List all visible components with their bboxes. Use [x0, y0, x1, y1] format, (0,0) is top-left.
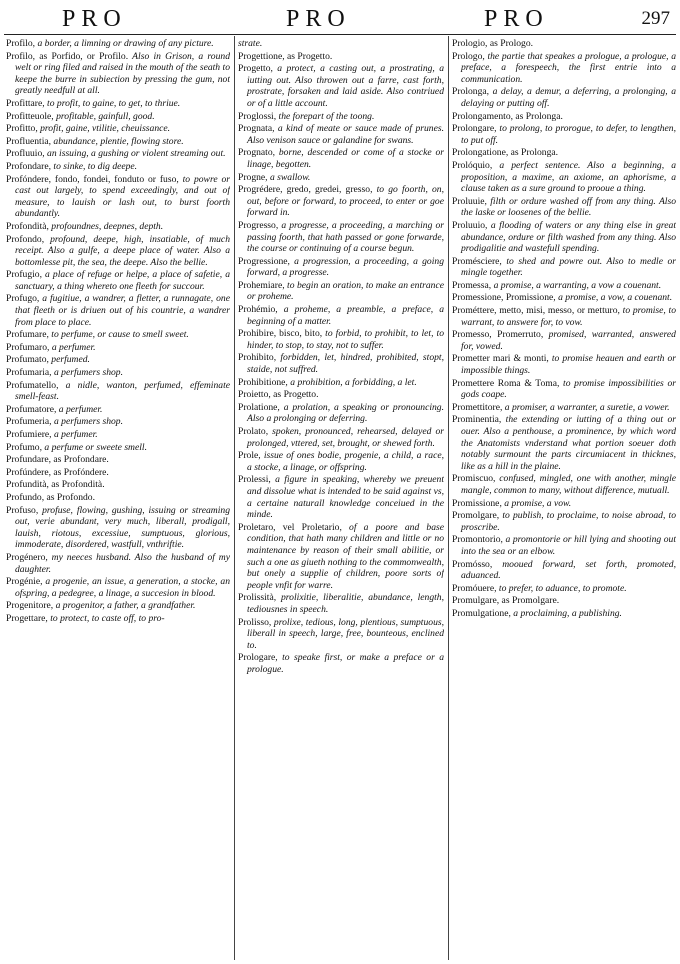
entry-headword: Proluuie,	[452, 195, 487, 207]
entry-definition: a nidle, wanton, perfumed, effeminate smell-feast.	[15, 379, 230, 403]
entry-definition: a perfumers shop.	[51, 416, 123, 428]
entry-definition: a protect, a casting out, a prostrating, a iutting out. Also throwen out a farre, cast forth, prostrate, forsaken and laid aside. Also contriued or of a little account.	[247, 63, 444, 109]
dictionary-entry	[6, 492, 230, 504]
entry-headword: Progetto,	[238, 63, 273, 75]
entry-definition: a perfumers shop.	[51, 367, 123, 379]
entry-definition: borne, descended or come of a stocke or linage, begotten.	[247, 147, 444, 170]
entry-definition: a proclaiming, a publishing.	[510, 607, 622, 619]
entry-headword: Promessa,	[452, 279, 492, 291]
dictionary-entry	[452, 414, 676, 472]
entry-headword: Promettitore,	[452, 401, 503, 413]
entry-definition: perfumed.	[48, 354, 90, 366]
entry-headword: Profumiere,	[6, 429, 52, 440]
dictionary-entry	[238, 389, 444, 401]
entry-definition: a progenie, an issue, a generation, a stocke, an ofspring, a pedegree, a linage, a succesion in blood.	[15, 576, 230, 599]
entry-definition: to prolong, to prorogue, to defer, to lengthen, to put off.	[461, 123, 676, 146]
entry-definition: to prefer, to aduance, to promote.	[496, 582, 627, 594]
dictionary-entry	[6, 123, 230, 135]
entry-definition: to shed and powre out. Also to medle or mingle together.	[461, 255, 676, 279]
entry-headword: Promessione, Promissione,	[452, 292, 556, 304]
dictionary-entry	[6, 380, 230, 403]
dictionary-entry	[238, 184, 444, 219]
entry-headword: Profumaria,	[6, 367, 52, 379]
entry-headword: Profumeria,	[6, 416, 52, 428]
entry-definition: spoken, pronounced, rehearsed, delayed or prolonged, vttered, set, brought, or shewed forth.	[247, 426, 444, 449]
entry-headword: Profumato,	[6, 354, 49, 366]
dictionary-entry	[238, 426, 444, 449]
entry-definition: a perfect sentence. Also a beginning, a proposition, a maxime, an axiome, an aphorisme, a clause taken as a sure ground to prooue a thing.	[461, 159, 676, 195]
dictionary-entry	[6, 136, 230, 148]
dictionary-entry	[452, 256, 676, 279]
entry-headword: Profugo,	[6, 293, 40, 305]
dictionary-entry	[238, 220, 444, 255]
page-number: 297	[641, 8, 670, 29]
dictionary-entry	[238, 304, 444, 327]
entry-definition: a promise, a warranting, a vow a couenant.	[491, 279, 662, 291]
entry-headword: Prologio, as Prologo.	[452, 38, 534, 49]
dictionary-entry	[452, 196, 676, 219]
entry-headword: Promóuere,	[452, 582, 497, 594]
entry-headword: Profondo,	[6, 233, 45, 245]
entry-headword: Prologo,	[452, 50, 485, 62]
entry-headword: Promulgare, as Promolgare.	[452, 595, 560, 607]
dictionary-entry	[6, 600, 230, 612]
entry-definition: a perfumer.	[49, 341, 96, 353]
entry-definition: to publish, to proclaime, to noise abroad, to proscribe.	[461, 510, 676, 533]
header-word-center: PRO	[286, 6, 351, 32]
entry-definition: mooued forward, set forth, promoted, aduanced.	[461, 558, 676, 582]
dictionary-entry	[238, 172, 444, 184]
entry-definition: profound, deepe, high, insatiable, of much receipt. Also a gulfe, a deepe place of water. Also a bottomlesse pit, the sea, the deepe. Also the bellie.	[15, 233, 230, 268]
entry-definition: abundance, plentie, flowing store.	[51, 135, 184, 147]
dictionary-entry	[6, 293, 230, 328]
dictionary-entry	[452, 608, 676, 620]
entry-headword: Prométtere, metto, misi, messo, or metturo,	[452, 305, 620, 317]
dictionary-entry	[6, 416, 230, 428]
dictionary-column-middle	[238, 38, 444, 960]
dictionary-entry	[6, 329, 230, 341]
entry-definition: an issuing, a gushing or violent streaming out.	[44, 148, 226, 160]
dictionary-entry	[238, 111, 444, 123]
entry-headword: Proietto, as Progetto.	[238, 389, 319, 401]
entry-headword: Proluuio,	[452, 219, 488, 231]
dictionary-entry	[238, 617, 444, 652]
dictionary-entry	[238, 352, 444, 375]
dictionary-entry	[452, 329, 676, 352]
entry-definition: a perfumer.	[56, 403, 103, 415]
entry-definition: to profit, to gaine, to get, to thriue.	[44, 97, 181, 109]
entry-definition: the partie that speakes a prologue, a prologue, a preface, a forespeech, the first entrie into a communication.	[461, 50, 676, 85]
entry-definition: a promontorie or hill lying and shooting out into the sea or an elbow.	[461, 534, 676, 557]
entry-headword: Prolonga,	[452, 86, 490, 98]
dictionary-entry	[6, 111, 230, 123]
dictionary-entry	[238, 652, 444, 675]
entry-headword: Prolongamento, as Prolonga.	[452, 110, 563, 122]
entry-headword: Progettare,	[6, 612, 48, 624]
dictionary-entry	[238, 402, 444, 425]
dictionary-entry	[452, 305, 676, 328]
entry-definition: filth or ordure washed off from any thing. Also the laske or loosenes of the bellie.	[461, 195, 676, 219]
dictionary-entry	[452, 38, 676, 50]
dictionary-entry	[452, 147, 676, 159]
entry-headword: Promontorio,	[452, 534, 503, 546]
entry-definition: to speake first, or make a preface or a prologue.	[247, 652, 444, 675]
dictionary-entry	[452, 534, 676, 557]
entry-headword: Profondare,	[6, 160, 52, 172]
entry-definition: to begin an oration, to make an entrance or proheme.	[247, 279, 444, 303]
dictionary-entry	[452, 583, 676, 595]
dictionary-entry	[452, 160, 676, 195]
entry-headword: Prohemiare,	[238, 279, 285, 291]
entry-definition: to promise heauen and earth or impossible things.	[461, 353, 676, 377]
dictionary-entry	[6, 404, 230, 416]
entry-headword: Progrédere, gredo, gredei, gresso,	[238, 184, 373, 196]
entry-headword: Promésciere,	[452, 255, 502, 267]
entry-definition: prolixitie, liberalitie, abundance, length, tediousnes in speech.	[247, 592, 444, 615]
entry-headword: Profitteuole,	[6, 110, 54, 122]
running-header	[0, 2, 680, 36]
entry-definition: to powre or cast out largely, to spend exceedingly, and out of measure, to lauish or lash out, to burst foorth abundantly.	[15, 173, 230, 220]
dictionary-entry	[6, 148, 230, 160]
entry-headword: Progressione,	[238, 255, 290, 267]
entry-definition: a flooding of waters or any thing else in great abundance, ordure or filth washed from any thing. Also prodigalitie and wastefull spending.	[461, 219, 676, 255]
entry-headword: Prominentia,	[452, 414, 502, 426]
dictionary-entry	[452, 402, 676, 414]
entry-headword: Promesso, Promerruto,	[452, 329, 544, 341]
entry-definition: profitable, gainfull, good.	[53, 110, 155, 122]
dictionary-entry	[452, 111, 676, 123]
dictionary-entry	[452, 595, 676, 607]
dictionary-entry	[6, 454, 230, 466]
entry-headword: Prologare,	[238, 652, 278, 664]
entry-headword: Prolóquio,	[452, 159, 493, 171]
entry-headword: Profumaro,	[6, 341, 50, 353]
entry-definition: profoundnes, deepnes, depth.	[48, 220, 164, 232]
entry-headword: Profúndere, as Profóndere.	[6, 466, 109, 478]
entry-definition: to promise impossibilities or gods coape.	[461, 377, 676, 401]
entry-headword: Promissione,	[452, 497, 502, 509]
entry-definition: to go foorth, on, out, before or forward, to proceed, to enter or goe forward in.	[247, 184, 444, 219]
entry-headword: Promulgatione,	[452, 607, 511, 619]
dictionary-entry	[452, 378, 676, 401]
entry-headword: Progettione, as Progetto.	[238, 50, 333, 62]
dictionary-entry	[238, 328, 444, 351]
dictionary-entry	[6, 221, 230, 233]
entry-headword: Profumo,	[6, 441, 42, 453]
entry-headword: Profóndere, fondo, fondei, fonduto or fuso,	[6, 173, 179, 185]
dictionary-entry	[238, 51, 444, 63]
entry-definition: to sinke, to dig deepe.	[51, 160, 138, 172]
dictionary-column-right	[452, 38, 676, 960]
dictionary-entry	[6, 442, 230, 454]
entry-definition: to perfume, or cause to smell sweet.	[48, 329, 189, 341]
dictionary-entry	[6, 467, 230, 479]
dictionary-entry	[238, 522, 444, 592]
entry-definition: a promiser, a warranter, a suretie, a vower.	[502, 401, 670, 413]
entry-headword: Proletaro, vel Proletario,	[238, 521, 342, 533]
entry-headword: Proglossi,	[238, 110, 277, 122]
entry-definition: a swallow.	[267, 171, 311, 183]
entry-headword: Profundità, as Profondità.	[6, 479, 105, 491]
entry-definition: Also in Grison, a round welt or ring filed and raised in the mouth of the seath to keepe the burre in subiection by pressing the gum, not greatly needfull at all.	[15, 50, 230, 97]
entry-headword: Profumatello,	[6, 379, 59, 391]
dictionary-entry	[6, 354, 230, 366]
dictionary-entry	[452, 86, 676, 109]
entry-headword: Promiscuo,	[452, 473, 496, 485]
dictionary-entry	[452, 473, 676, 496]
dictionary-entry	[6, 505, 230, 551]
entry-definition: a progenitor, a father, a grandfather.	[53, 600, 196, 612]
dictionary-entry	[6, 613, 230, 625]
dictionary-entry	[6, 51, 230, 97]
entry-definition: a progresse, a proceeding, a marching or passing foorth, that hath passed or gone forwarde, the course or continuing of a course begun.	[247, 219, 444, 255]
entry-definition: prolixe, tedious, long, plentious, sumptuous, liberall in speech, large, free, bounteous, enclined to.	[247, 616, 444, 651]
dictionary-entry	[6, 98, 230, 110]
dictionary-entry	[452, 559, 676, 582]
dictionary-entry	[238, 450, 444, 473]
entry-headword: Prognata,	[238, 123, 275, 135]
dictionary-column-left	[6, 38, 230, 960]
entry-definition: a fugitiue, a wandrer, a fletter, a runnagate, one that fleeth or is driuen out of his countrie, a wandrer from place to place.	[15, 293, 230, 328]
dictionary-entry	[452, 280, 676, 292]
entry-headword: Progenitore,	[6, 600, 54, 612]
dictionary-entry	[238, 592, 444, 615]
entry-definition: a promise, a vow.	[501, 497, 572, 509]
dictionary-entry	[452, 123, 676, 146]
entry-headword: Prolissità,	[238, 592, 277, 604]
entry-definition: a figure in speaking, whereby we preuent and dissolue what is intended to be said against vs, a certaine naturall knowledge conceiued in the minde.	[247, 474, 444, 521]
header-word-left: PRO	[62, 6, 127, 32]
column-divider-2	[448, 36, 449, 960]
dictionary-entry	[238, 63, 444, 109]
dictionary-entry	[6, 174, 230, 220]
entry-definition: a kind of meate or sauce made of prunes. Also venison sauce or galandine for swans.	[247, 123, 444, 146]
entry-headword: Prohibito,	[238, 352, 277, 364]
entry-headword: Prohibire, bisco, bito,	[238, 328, 323, 340]
entry-headword: Profilo,	[6, 38, 36, 49]
entry-headword: Promolgare,	[452, 510, 500, 522]
entry-definition: forbidden, let, hindred, prohibited, stopt, staide, not suffred.	[247, 352, 444, 376]
entry-headword: Profugio,	[6, 269, 42, 281]
entry-headword: Profundare, as Profondare.	[6, 454, 109, 466]
entry-headword: Prolessi,	[238, 474, 271, 486]
entry-headword: Prohémio,	[238, 304, 278, 316]
entry-headword: Prognato,	[238, 147, 276, 159]
entry-headword: Progne,	[238, 171, 268, 183]
entry-headword: Profuso,	[6, 504, 39, 516]
entry-headword: Profumatore,	[6, 403, 57, 415]
entry-headword: Progénero,	[6, 551, 48, 563]
dictionary-entry	[6, 367, 230, 379]
dictionary-entry	[452, 353, 676, 376]
entry-definition: profit, gaine, vtilitie, cheuissance.	[37, 123, 171, 135]
entry-headword: Prole,	[238, 450, 261, 462]
entry-definition: a progression, a proceeding, a going forward, a progresse.	[247, 255, 444, 279]
entry-definition: a promise, a vow, a couenant.	[555, 292, 673, 304]
entry-definition: promised, warranted, answered for, vowed.	[461, 329, 676, 352]
entry-definition: strate.	[238, 38, 263, 49]
entry-definition: a place of refuge or helpe, a place of safetie, a sanctuary, a thing whereto one fleeth for succour.	[15, 269, 230, 292]
dictionary-entry	[6, 161, 230, 173]
dictionary-entry	[6, 552, 230, 575]
dictionary-entry	[238, 256, 444, 279]
entry-headword: Promósso,	[452, 558, 493, 570]
entry-headword: Prohibitione,	[238, 376, 288, 388]
header-rule	[4, 34, 676, 35]
entry-definition: a prolation, a speaking or pronouncing. Also a prolonging or deferring.	[247, 401, 444, 425]
entry-headword: Profundo, as Profondo.	[6, 491, 96, 503]
entry-headword: Profluuio,	[6, 148, 45, 160]
entry-definition: a perfumer.	[51, 429, 98, 440]
entry-headword: Prolongatione, as Prolonga.	[452, 147, 559, 159]
dictionary-entry	[452, 292, 676, 304]
entry-headword: Profittare,	[6, 97, 45, 109]
dictionary-entry	[238, 38, 444, 50]
entry-definition: issue of ones bodie, progenie, a child, a race, a stocke, a linage, or offspring.	[247, 450, 444, 473]
entry-headword: Progresso,	[238, 219, 279, 231]
dictionary-entry	[452, 51, 676, 86]
dictionary-entry	[452, 510, 676, 533]
entry-definition: the forepart of the toong.	[276, 110, 375, 122]
entry-definition: a prohibition, a forbidding, a let.	[287, 376, 417, 388]
entry-headword: Prometter mari & monti,	[452, 353, 549, 365]
entry-headword: Prolongare,	[452, 123, 497, 135]
dictionary-entry	[6, 38, 230, 50]
dictionary-entry	[6, 479, 230, 491]
entry-headword: Promettere Roma & Toma,	[452, 377, 560, 389]
dictionary-entry	[6, 576, 230, 599]
dictionary-entry	[6, 429, 230, 441]
dictionary-entry	[6, 269, 230, 292]
dictionary-entry	[238, 123, 444, 146]
entry-definition: a border, a limning or drawing of any picture.	[35, 38, 214, 49]
dictionary-entry	[238, 280, 444, 303]
entry-definition: a delay, a demur, a deferring, a prolonging, a delaying or putting off.	[461, 86, 676, 109]
entry-headword: Prolatione,	[238, 401, 280, 413]
entry-headword: Prolato,	[238, 426, 269, 437]
entry-definition: a proheme, a preamble, a preface, a beginning of a matter.	[247, 304, 444, 327]
entry-headword: Profitto,	[6, 123, 38, 135]
entry-definition: profuse, flowing, gushing, issuing or streaming out, verie abundant, very much, liberall, prodigall, lauish, riotous, excessiue, sumptuous, glorious, immoderate, disordered, wastfull, vnthriftie.	[15, 504, 230, 551]
entry-definition: my neeces husband. Also the husband of my daughter.	[15, 551, 230, 575]
dictionary-entry	[238, 377, 444, 389]
dictionary-entry	[238, 474, 444, 520]
entry-headword: Progénie,	[6, 576, 43, 588]
entry-definition: a perfume or sweete smell.	[41, 441, 147, 453]
entry-headword: Profilo, as Porfido, or Profilo.	[6, 50, 129, 62]
entry-headword: Profumare,	[6, 329, 49, 341]
entry-definition: to forbid, to prohibit, to let, to hinder, to stop, to stay, not to suffer.	[247, 328, 444, 351]
dictionary-entry	[6, 234, 230, 269]
entry-headword: Profluentia,	[6, 135, 52, 147]
dictionary-entry	[6, 342, 230, 354]
entry-definition: the extending or iutting of a thing out or ouer. Also a penthouse, a prominence, by which word the Anatomists vnderstand what portion soeuer doth notably surmount the parts circumiacent in thicknes, like as a hill in the plaine.	[461, 414, 676, 472]
entry-definition: of a poore and base condition, that hath many children and little or no maintenance by reason of their small abilitie, or such a one as giueth nothing to the commonwealth, but onely a supplie of children, poore sorts of people vnfit for warre.	[247, 521, 444, 591]
entry-headword: Prolisso,	[238, 616, 272, 628]
entry-headword: Profondità,	[6, 220, 49, 232]
dictionary-entry	[452, 498, 676, 510]
dictionary-entry	[452, 220, 676, 255]
header-word-right: PRO	[484, 6, 549, 32]
column-divider-1	[234, 36, 235, 960]
dictionary-entry	[238, 147, 444, 170]
entry-definition: to protect, to caste off, to pro-	[47, 612, 165, 624]
entry-definition: to promise, to warrant, to answere for, to vow.	[461, 305, 676, 328]
entry-definition: confused, mingled, one with another, mingle mangle, common to many, without difference, mutuall.	[461, 473, 676, 496]
